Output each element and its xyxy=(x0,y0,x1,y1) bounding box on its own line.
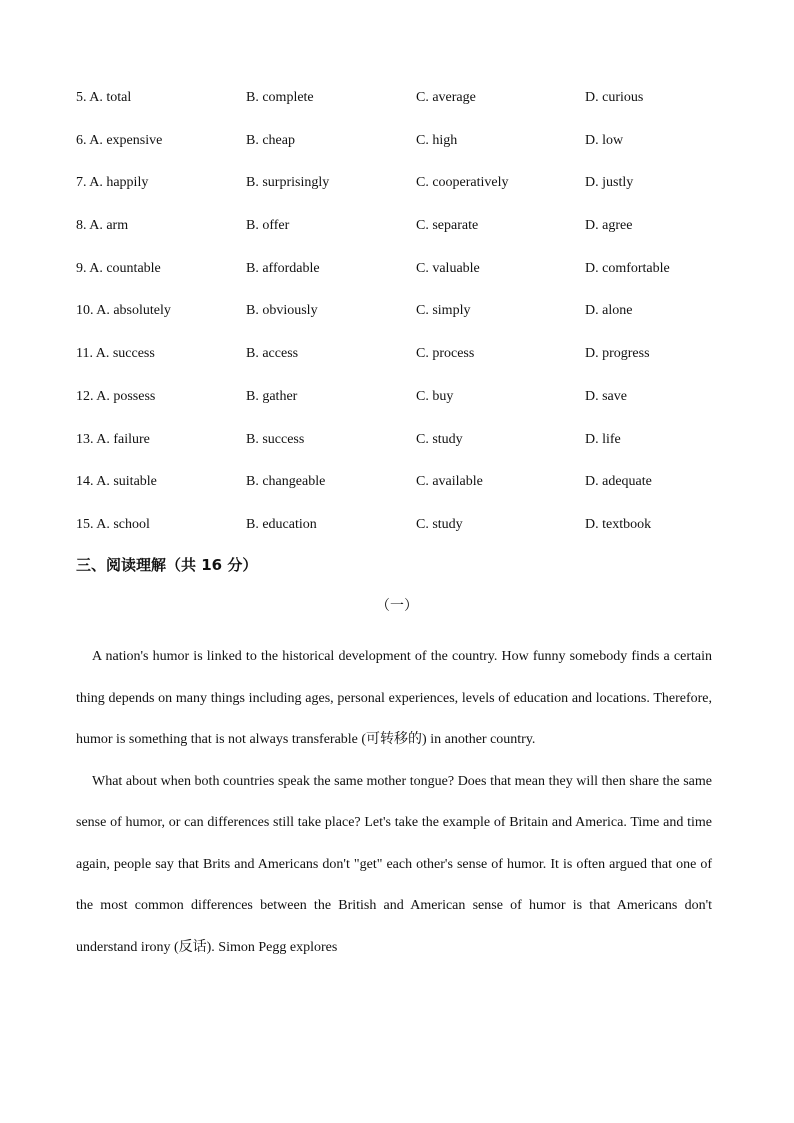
option-a: 6. A. expensive xyxy=(76,132,163,148)
reading-passage xyxy=(76,636,712,968)
passage-number: （一） xyxy=(376,599,418,614)
option-c: C. available xyxy=(416,474,483,490)
question-row xyxy=(76,257,736,300)
option-a: 10. A. absolutely xyxy=(76,303,171,319)
option-c: C. study xyxy=(416,431,463,447)
option-b: B. access xyxy=(246,346,299,362)
paragraph: A nation's humor is linked to the historical development of the country. How funny somebody finds a certain thing depends on many things including ages, personal experiences, levels of education and locations. Therefore, humor is something that is not always transferable (可转移的) in another country. xyxy=(76,649,712,747)
answer-options xyxy=(76,86,736,556)
option-d: D. save xyxy=(585,388,627,404)
option-a: 7. A. happily xyxy=(76,175,149,191)
option-a: 12. A. possess xyxy=(76,388,156,404)
option-b: B. success xyxy=(246,431,305,447)
option-c: C. study xyxy=(416,516,463,532)
option-d: D. textbook xyxy=(585,516,652,532)
option-c: C. process xyxy=(416,346,475,362)
question-row xyxy=(76,513,736,556)
option-b: B. gather xyxy=(246,388,298,404)
option-d: D. adequate xyxy=(585,474,652,490)
option-a: 9. A. countable xyxy=(76,260,161,276)
question-row xyxy=(76,342,736,385)
option-d: D. justly xyxy=(585,175,634,191)
option-b: B. changeable xyxy=(246,474,326,490)
question-row xyxy=(76,470,736,513)
option-c: C. buy xyxy=(416,388,454,404)
option-c: C. separate xyxy=(416,218,479,234)
paragraph: What about when both countries speak the same mother tongue? Does that mean they will then share the same sense of humor, or can differences still take place? Let's take the example of Britain and America. Time and time again, people say that Brits and Americans don't "get" each other's sense of humor. It is often argued that one of the most common differences between the British and American sense of humor is that Americans don't understand irony (反话). Simon Pegg explores xyxy=(76,773,712,955)
option-c: C. simply xyxy=(416,303,471,319)
option-d: D. comfortable xyxy=(585,260,670,276)
question-row xyxy=(76,129,736,172)
option-a: 15. A. school xyxy=(76,516,150,532)
question-row xyxy=(76,428,736,471)
section-heading: 三、阅读理解（共 16 分） xyxy=(76,556,258,574)
option-b: B. surprisingly xyxy=(246,175,330,191)
option-b: B. complete xyxy=(246,90,314,105)
option-d: D. low xyxy=(585,132,624,148)
question-row xyxy=(76,171,736,214)
option-b: B. obviously xyxy=(246,303,318,319)
option-d: D. curious xyxy=(585,90,644,105)
option-a: 14. A. suitable xyxy=(76,474,157,490)
option-b: B. affordable xyxy=(246,260,320,276)
option-b: B. cheap xyxy=(246,132,295,148)
question-row xyxy=(76,86,736,129)
option-d: D. agree xyxy=(585,218,633,234)
option-d: D. progress xyxy=(585,346,650,362)
option-c: C. cooperatively xyxy=(416,175,509,191)
option-a: 13. A. failure xyxy=(76,431,150,447)
option-c: C. high xyxy=(416,132,458,148)
option-a: 11. A. success xyxy=(76,346,155,362)
option-c: C. valuable xyxy=(416,260,480,276)
option-a: 8. A. arm xyxy=(76,218,129,234)
option-b: B. education xyxy=(246,516,317,532)
option-c: C. average xyxy=(416,90,476,105)
question-row xyxy=(76,214,736,257)
option-d: D. life xyxy=(585,431,621,447)
option-a: 5. A. total xyxy=(76,90,132,105)
option-b: B. offer xyxy=(246,218,290,234)
question-row xyxy=(76,385,736,428)
question-row xyxy=(76,299,736,342)
option-d: D. alone xyxy=(585,303,633,319)
